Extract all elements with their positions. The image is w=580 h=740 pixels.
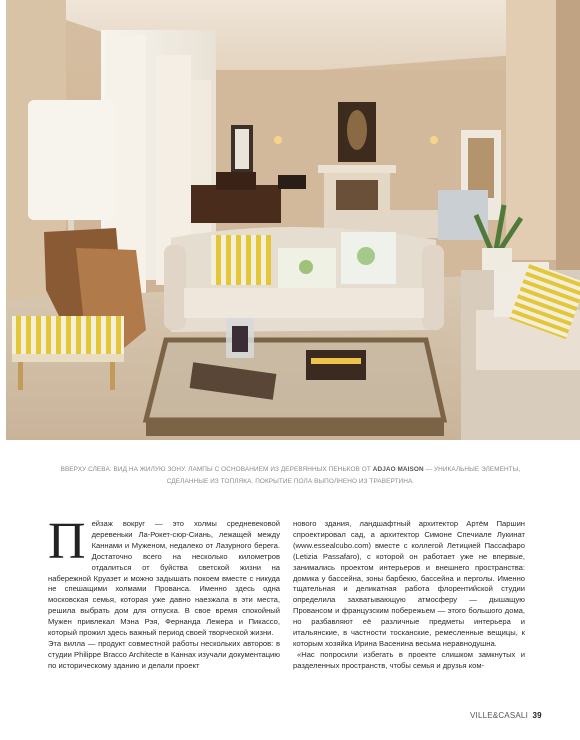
caption-text: ВВЕРХУ СЛЕВА: ВИД НА ЖИЛУЮ ЗОНУ. ЛАМПЫ С ОСНОВАНИЕМ ИЗ ДЕРЕВЯННЫХ ПЕНЬКОВ ОТ bbox=[60, 466, 371, 473]
article-paragraph: ейзаж вокруг — это холмы средневековой деревеньки Ла-Рокет-сюр-Сиань, лежащей между Каннами и Муженом, недалеко от Лазурного берега. Достаточно всего на несколько километров отдалиться от буйства светской жизни на набережной Круазет и можно задышать покоем вместе с никуда не спешащими холмами Прованса. Именно здесь одна московская семья, которая уже давно наезжала в эти места, решила выбрать дом для отпуска. В свое время спокойный Мужен привлекал Мэна Рэя, Фернанда Лежера и Пикассо, который прожил здесь важный период своей творческой жизни. bbox=[48, 519, 280, 638]
caption-brand: ADJAO MAISON bbox=[372, 466, 424, 473]
drop-cap: П bbox=[48, 513, 86, 570]
interior-photo bbox=[6, 0, 580, 440]
article-paragraph: «Нас попросили избегать в проекте слишком замкнутых и разделенных пространств, чтобы семья и друзья ком- bbox=[293, 649, 525, 670]
article-paragraph: Эта вилла — продукт совместной работы нескольких авторов: в студии Philippe Bracco Architecte в Каннах изучали документацию по историческому зданию и делали проект bbox=[48, 638, 280, 670]
magazine-name: VILLE&CASALI bbox=[470, 711, 528, 720]
article-column-left bbox=[48, 513, 280, 672]
article-paragraph: нового здания, ландшафтный архитектор Артём Паршин спроектировал сад, а архитектор Симоне Спечиале Лукинат (www.essealcubo.com) вместе с коллегой Летицией Пассафаро (Letizia Passafaro), с которой он работает уже не впервые, занимались проектом интерьеров и внешнего пространства: домика у бассейна, зоны барбекю, бассейна и перголы. Именно тщательная и деликатная работа флорентийской студии определила захватывающую атмосферу — дышащую Провансом и французским побережьем — этого большого дома, но разбавляют её различные предметы интерьера и итальянские, в частности тосканские, ремесленные вещицы, к которым хозяйка Ирина Васенина весьма неравнодушна. bbox=[293, 519, 525, 648]
article-column-right bbox=[293, 519, 525, 672]
page-number: 39 bbox=[532, 711, 542, 720]
caption-text-end: — УНИКАЛЬНЫЕ ЭЛЕМЕНТЫ, СДЕЛАННЫЕ ИЗ ТОПЛЯКА. ПОКРЫТИЕ ПОЛА ВЫПОЛНЕНО ИЗ ТРАВЕРТИНА. bbox=[166, 466, 521, 485]
photo-caption bbox=[48, 464, 533, 488]
page-footer bbox=[470, 711, 542, 720]
